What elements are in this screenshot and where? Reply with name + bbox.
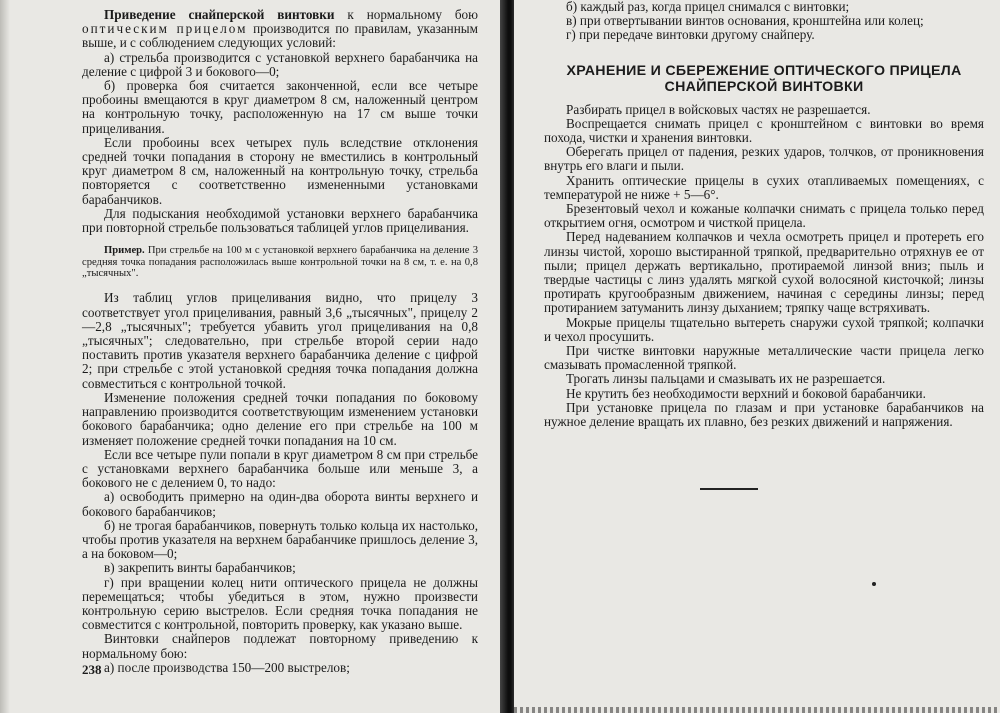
condition-a: а) стрельба производится с установкой верхнего барабанчика на деление с цифрой 3 и бокового—0; — [82, 49, 478, 79]
page-number: 238 — [82, 662, 102, 677]
storage-rule-3: Оберегать прицел от падения, резких ударов, толчков, от проникновения внутрь его влаги и пыли. — [544, 144, 984, 174]
storage-rule-8: При чистке винтовки наружные металлические части прицела легко смазывать промасленной тряпкой. — [544, 343, 984, 373]
step-a: а) освободить примерно на один-два оборота винты верхнего и бокового барабанчиков; — [82, 489, 478, 519]
example-label: Пример. — [104, 245, 145, 257]
example-note — [82, 245, 478, 279]
repeat-condition-a: а) после производства 150—200 выстрелов; — [104, 659, 350, 675]
intro-rest: производится по правилам, указанным выше, и с соблюдением следующих условий: — [82, 21, 478, 51]
condition-b: б) проверка боя считается законченной, если все четыре пробоины вмещаются в круг диаметром 8 см, наложенный центром на контрольную точку, расположенную на 17 см выше точки прицеливания. — [82, 78, 478, 136]
step-c: в) закрепить винты барабанчиков; — [104, 560, 296, 576]
storage-rule-6: Перед надеванием колпачков и чехла осмотреть прицел и протереть его линзы чистой, хорошо выстиранной тряпкой, предварительно отряхнув ее от пыли; прицел держать вертикально, протираемой линзой вниз; пыль и твердые частицы с линз удалять мягкой сухой волосяной кисточкой; линзы протирать кругообразным движением, начиная с середины линзы; перед протиранием затуманить линзу дыханием; тряпку чаще встряхивать. — [544, 229, 984, 316]
example-text: При стрельбе на 100 м с установкой верхнего барабанчика на деление 3 средняя точка попадания расположилась выше контрольной точки на 8 см, т. е. на 0,8 „тысячных". — [82, 245, 478, 280]
paragraph-table-explanation: Из таблиц углов прицеливания видно, что прицелу 3 соответствует угол прицеливания, равный 3,6 „тысячных", прицелу 2—2,8 „тысячных"; требуется убавить угол прицеливания на 0,8 „тысячных"; следовательно, при стрельбе второй серии надо поставить против указателя верхнего барабанчика деление с цифрой 2; при стрельбе с этой установкой средняя точка попадания должна совместиться с контрольной точкой. — [82, 290, 478, 391]
repeat-condition-d: г) при передаче винтовки другому снайперу. — [566, 27, 815, 43]
paragraph-deviation: Если пробоины всех четырех пуль вследствие отклонения средней точки попадания в сторону не вместились в контрольный круг диаметром 8 см, наложенный на контрольную точку, стрельба повторяется с соответственно измененными установками барабанчиков. — [82, 134, 478, 207]
paragraph-if-all-hit: Если все четыре пули попали в круг диаметром 8 см при стрельбе с установками верхнего барабанчика больше или меньше 3, а бокового не с делением 0, то надо: — [82, 446, 478, 491]
storage-rule-10: Не крутить без необходимости верхний и боковой барабанчики. — [566, 385, 926, 401]
repeat-condition-b: б) каждый раз, когда прицел снимался с винтовки; — [566, 0, 850, 14]
print-speck — [872, 582, 876, 586]
section-heading: ХРАНЕНИЕ И СБЕРЕЖЕНИЕ ОПТИЧЕСКОГО ПРИЦЕЛА СНАЙПЕРСКОЙ ВИНТОВКИ — [566, 62, 962, 95]
paragraph-lateral-change: Изменение положения средней точки попадания по боковому направлению производится соответствующим изменением установки бокового барабанчика; одно деление его при стрельбе на 100 м изменяет положение средней точки попадания на 10 см. — [82, 389, 478, 448]
storage-rule-4: Хранить оптические прицелы в сухих отапливаемых помещениях, с температурой не ниже + 5—6°. — [544, 172, 984, 202]
page-edge-shadow — [0, 0, 10, 713]
storage-rule-7: Мокрые прицелы тщательно вытереть снаружи сухой тряпкой; колпачки и чехол просушить. — [544, 314, 984, 344]
storage-rule-5: Брезентовый чехол и кожаные колпачки снимать с прицела только перед открытием огня, осмотром и чисткой прицела. — [544, 201, 984, 231]
right-page — [514, 0, 1000, 713]
storage-rule-9: Трогать линзы пальцами и смазывать их не разрешается. — [566, 371, 886, 387]
paragraph-table-use: Для подыскания необходимой установки верхнего барабанчика при повторной стрельбе пользоваться таблицей углов прицеливания. — [82, 205, 478, 236]
intro-text: к нормальному бою — [334, 7, 479, 22]
storage-rule-2: Воспрещается снимать прицел с кронштейном с винтовки во время похода, чистки и хранения винтовки. — [544, 115, 984, 146]
repeat-condition-c: в) при отвертывании винтов основания, кронштейна или колец; — [566, 13, 924, 29]
scan-noise-strip — [514, 707, 1000, 713]
intro-spaced: оптическим прицелом — [82, 21, 248, 37]
section-end-divider — [700, 488, 758, 490]
step-b: б) не трогая барабанчиков, повернуть только кольца их настолько, чтобы против указателя на верхнем барабанчике пришлось деление 3, а на боковом—0; — [82, 517, 478, 562]
paragraph-repeat-zeroing: Винтовки снайперов подлежат повторному приведению к нормальному бою: — [82, 631, 478, 661]
storage-rule-11: При установке прицела по глазам и при установке барабанчиков на нужное деление вращать их плавно, без резких движений и напряжения. — [544, 399, 984, 430]
step-d: г) при вращении колец нити оптического прицела не должны перемещаться; чтобы убедиться в этом, нужно произвести контрольную серию выстрелов. Если средняя точка попадания не совместится с контрольной, повторить проверку, как указано выше. — [82, 574, 478, 633]
storage-rule-1: Разбирать прицел в войсковых частях не разрешается. — [566, 101, 871, 117]
intro-paragraph — [82, 8, 478, 51]
intro-lead: Приведение снайперской винтовки — [104, 7, 335, 22]
